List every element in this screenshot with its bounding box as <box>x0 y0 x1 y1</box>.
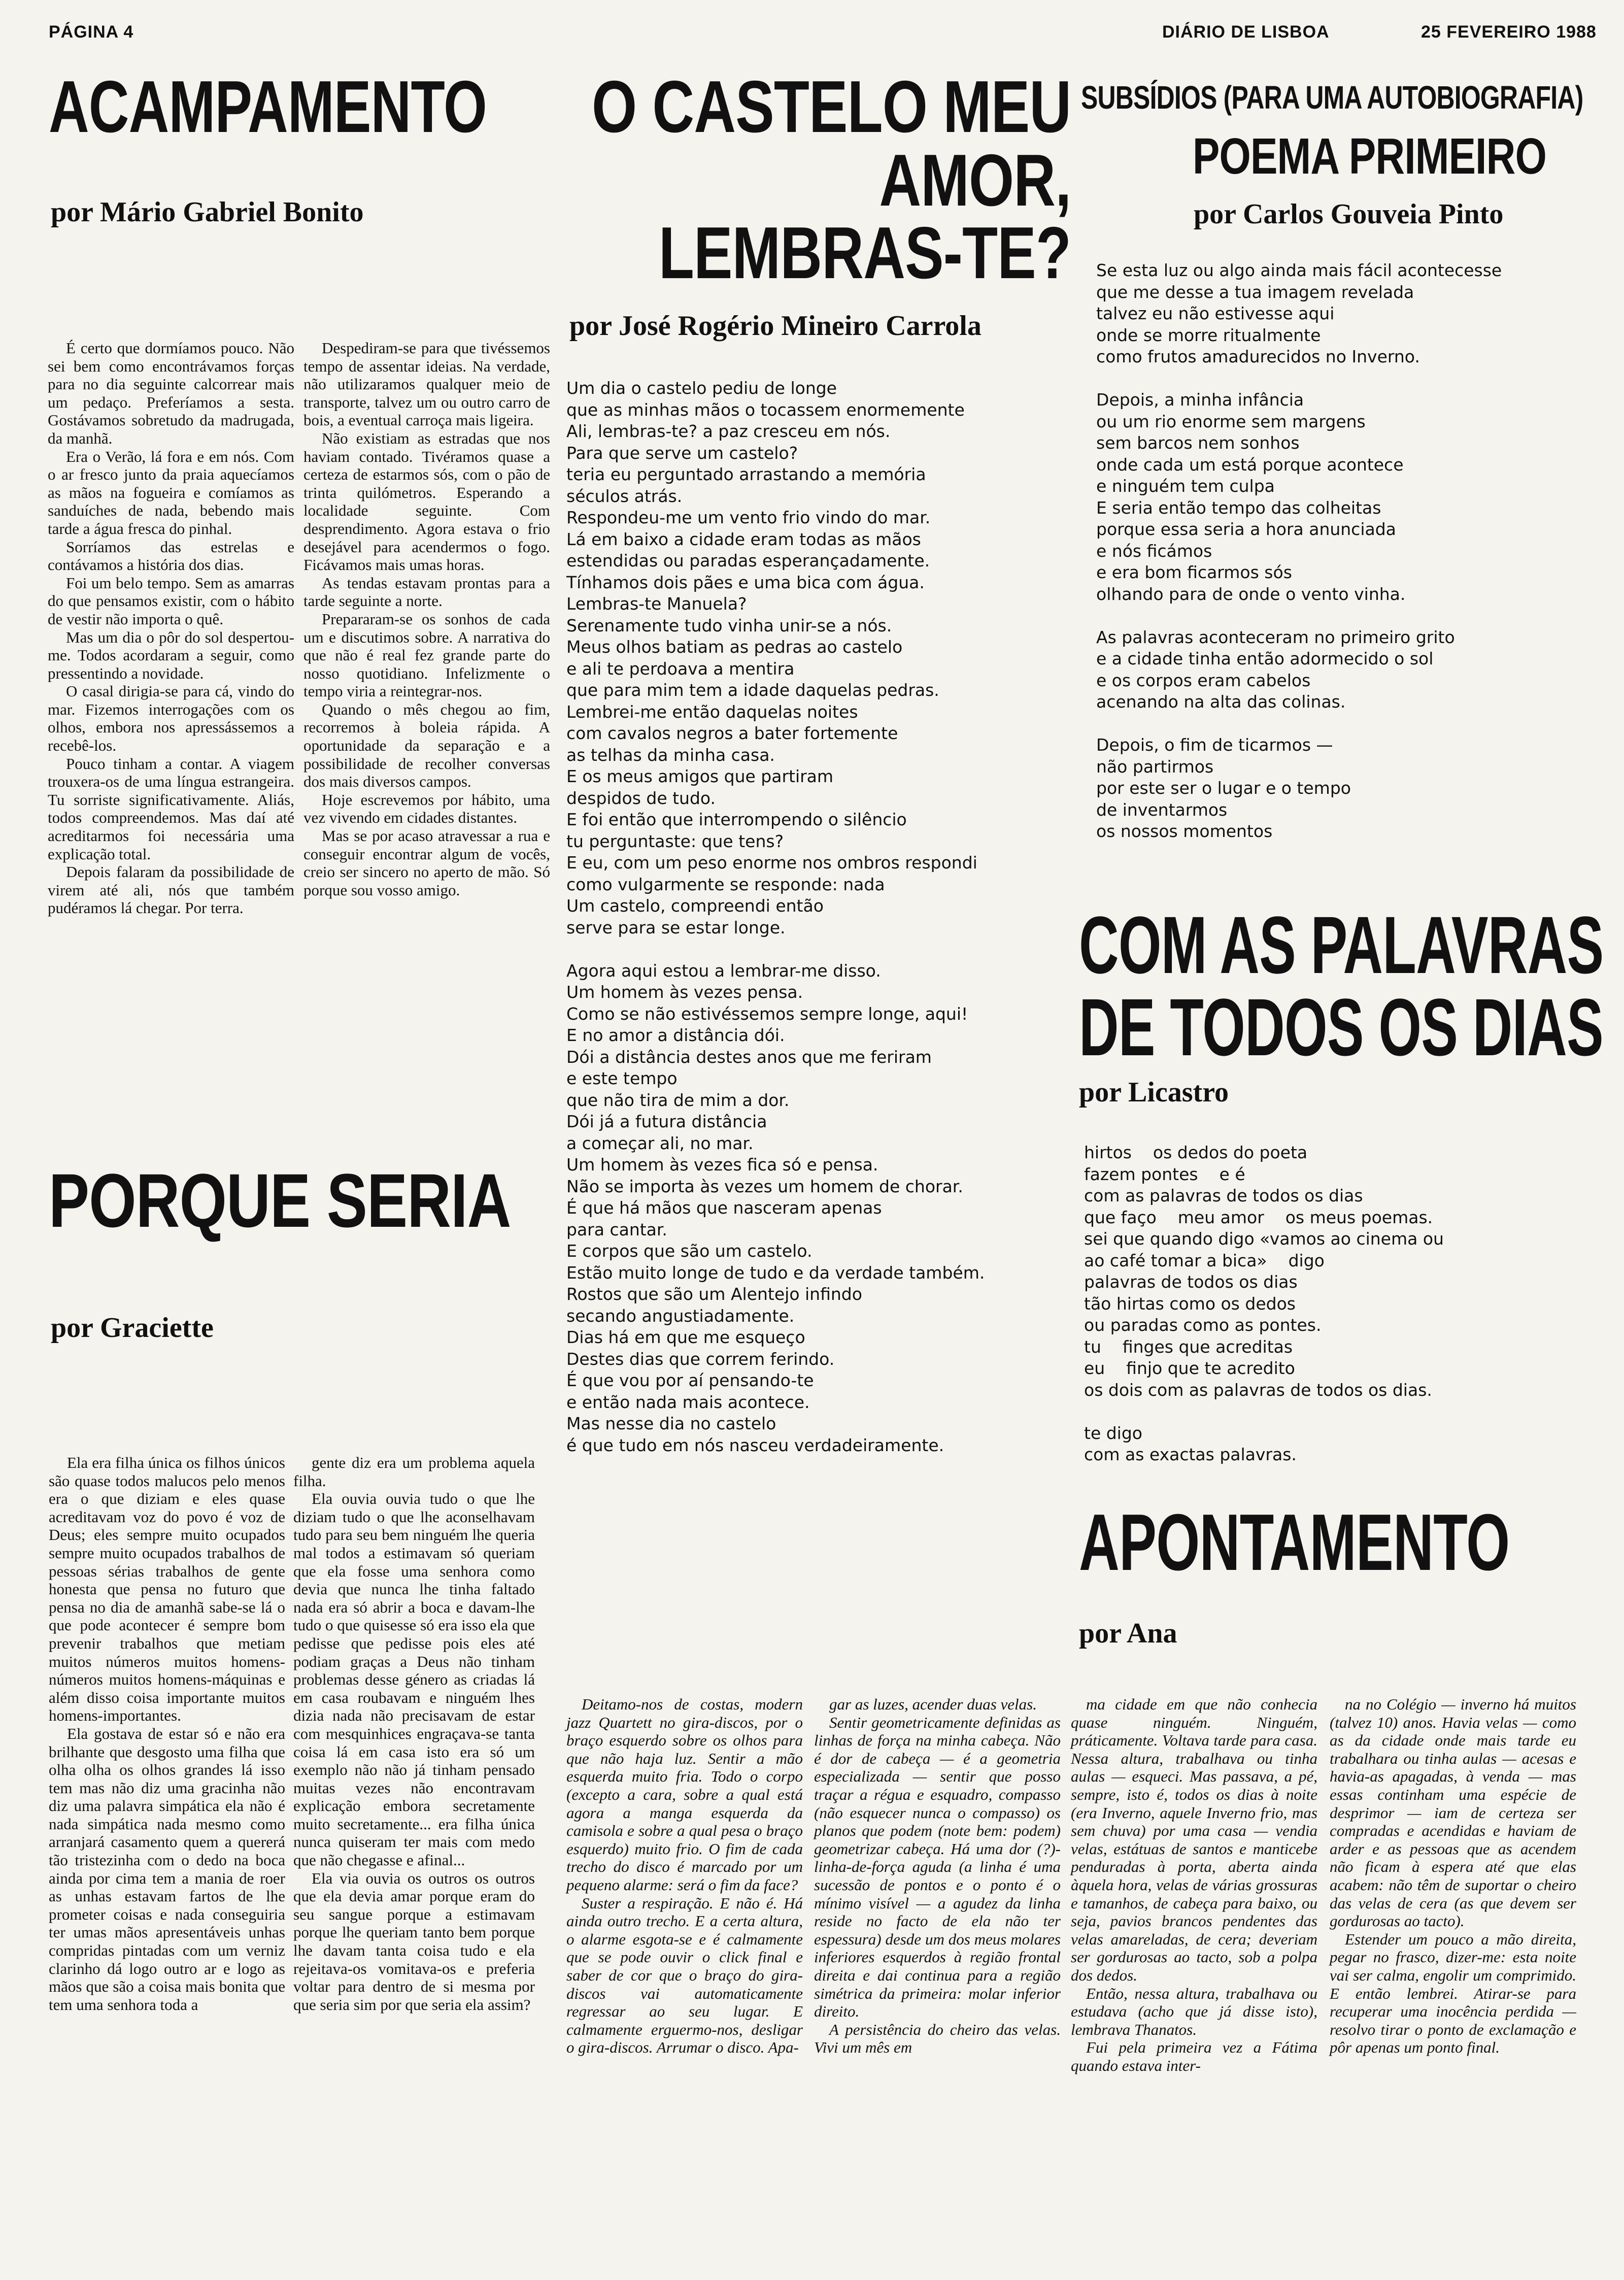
poem-line: Mas nesse dia no castelo <box>566 1414 776 1433</box>
poem-line: Destes dias que correm ferindo. <box>566 1349 835 1369</box>
paragraph: Sorríamos das estrelas e contávamos a história dos dias. <box>48 538 294 574</box>
castelo-byline: por José Rogério Mineiro Carrola <box>569 310 982 342</box>
poem-line: ou paradas como as pontes. <box>1084 1315 1322 1335</box>
apontamento-column-1 <box>566 1695 803 2057</box>
paragraph: Era o Verão, lá fora e em nós. Com o ar fresco junto da praia aquecíamos as mãos na fogueira e comíamos as sanduíches de nada, bebendo mais tarde a água fresca do pinhal. <box>48 447 294 538</box>
poem-line: E no amor a distância dói. <box>566 1025 785 1045</box>
paragraph: As tendas estavam prontas para a tarde seguinte a norte. <box>303 574 550 610</box>
poem-line: de inventarmos <box>1096 799 1228 820</box>
paragraph: gar as luzes, acender duas velas. <box>829 1695 1037 1713</box>
poema-primeiro-title: POEMA PRIMEIRO <box>1193 128 1547 185</box>
paragraph: Não existiam as estradas que nos haviam contado. Tivéramos quase a certeza de estarmos sós, com o pão de trinta quilómetros. Esperando a localidade seguinte. Com desprendimento. Agora estava o frio desejável para acendermos o fogo. Ficávamos mais umas horas. <box>303 429 550 574</box>
poem-line: tu perguntaste: que tens? <box>566 831 784 851</box>
porque-seria-column-2 <box>293 1454 535 2014</box>
poem-line: Lembrei-me então daquelas noites <box>566 701 858 722</box>
poem-line: as telhas da minha casa. <box>566 745 775 765</box>
poem-line: Não se importa às vezes um homem de chorar. <box>566 1176 963 1196</box>
acampamento-byline: por Mário Gabriel Bonito <box>51 196 364 228</box>
poem-line: que para mim tem a idade daquelas pedras. <box>566 680 939 700</box>
poem-line: Um homem às vezes pensa. <box>566 982 803 1002</box>
poem-line: ou um rio enorme sem margens <box>1096 411 1366 431</box>
poem-line: E os meus amigos que partiram <box>566 766 834 786</box>
poem-line: Para que serve um castelo? <box>566 443 798 463</box>
poem-line: te digo <box>1084 1423 1142 1443</box>
paragraph: Despediram-se para que tivéssemos tempo de assentar ideias. Na verdade, não utilizaramos qualquer meio de transporte, talvez um ou outro carro de bois, a eventual carroça mais ligeira. <box>303 339 550 429</box>
paragraph: A persistência do cheiro das velas. Vivi um mês em <box>814 2020 1061 2057</box>
poem-line: porque essa seria a hora anunciada <box>1096 519 1396 539</box>
poem-line: sei que quando digo «vamos ao cinema ou <box>1084 1229 1444 1249</box>
palavras-title-line: COM AS PALAVRAS <box>1079 899 1604 990</box>
palavras-byline: por Licastro <box>1079 1077 1229 1108</box>
paragraph: Quando o mês chegou ao fim, recorremos à boleia rápida. A oportunidade da separação e a possibilidade de recolher conversas dos mais diversos campos. <box>303 700 550 791</box>
acampamento-title: ACAMPAMENTO <box>49 65 487 148</box>
paragraph: na no Colégio — inverno há muitos (talvez 10) anos. Havia velas — como as da cidade onde mais tarde eu trabalhara ou tinha aulas — acesas e havia-as apagadas, à venda — mas essas continham uma espécie de desprimor — iam de certeza ser compradas e acendidas e haviam de arder e as pessoas que as acendem não ficam à espera até que elas acabem: não têm de suportar o cheiro das velas de cera (as que devem ser gordurosas ao tacto). <box>1330 1695 1576 1930</box>
poem-line: e então nada mais acontece. <box>566 1392 810 1412</box>
poem-line: não partirmos <box>1096 756 1214 777</box>
poem-line <box>566 938 1074 960</box>
paragraph: É certo que dormíamos pouco. Não sei bem como encontrávamos forças para no dia seguinte calcorrear mais um pedaço. Preferíamos a sesta. Gostávamos sobretudo da madrugada, da manhã. <box>48 339 294 447</box>
apontamento-column-4 <box>1330 1695 1576 2057</box>
poem-line: hirtos os dedos do poeta <box>1084 1143 1308 1162</box>
apontamento-byline: por Ana <box>1079 1618 1177 1649</box>
paragraph: Mas um dia o pôr do sol despertou-me. Todos acordaram a seguir, como pressentindo a novidade. <box>48 628 294 682</box>
poem-line: eu finjo que te acredito <box>1084 1358 1295 1378</box>
poem-line: serve para se estar longe. <box>566 917 786 937</box>
poem-line: com as palavras de todos os dias <box>1084 1186 1363 1205</box>
paragraph: Pouco tinham a contar. A viagem trouxera-os de uma língua estrangeira. Tu sorriste significativamente. Aliás, todos compreendemos. Mas daí até acreditarmos foi necessária uma explicação total. <box>48 754 294 863</box>
poem-line: E foi então que interrompendo o silêncio <box>566 810 907 829</box>
poem-line: E seria então tempo das colheitas <box>1096 497 1381 518</box>
poem-line: onde cada um está porque acontece <box>1096 454 1404 475</box>
poem-line: acenando na alta das colinas. <box>1096 692 1346 712</box>
poem-line <box>1084 1401 1592 1423</box>
poem-line: como frutos amadurecidos no Inverno. <box>1096 347 1420 366</box>
poem-line: Estão muito longe de tudo e da verdade também. <box>566 1262 985 1283</box>
paragraph: Ela gostava de estar só e não era brilhante que desgosto uma filha que olha olha os olhos grandes lá isso tem mas não diz uma gracinha não diz uma palavra simpática ela não é nada simpática nada mesmo como arranjará casamento quem a quererá tão tristezinha com o dedo na boca ainda por cima tem a mania de roer as unhas estavam fartos de lhe prometer coisas e nada conseguiria ter umas mãos apresentáveis unhas compridas pintadas com um verniz clarinho dá logo outro ar e logo as mãos que são a coisa mais bonita que tem uma senhora toda a <box>49 1724 285 2014</box>
apontamento-column-3 <box>1071 1695 1317 2074</box>
poem-line: Lá em baixo a cidade eram todas as mãos <box>566 529 921 549</box>
palavras-poem <box>1084 1142 1592 1466</box>
poem-line: que as minhas mãos o tocassem enormemente <box>566 399 965 420</box>
poem-line: com cavalos negros a bater fortemente <box>566 723 898 743</box>
castelo-title-line: O CASTELO MEU <box>591 65 1071 148</box>
paragraph: O casal dirigia-se para cá, vindo do mar. Fizemos interrogações com os olhos, embora nos apressássemos a recebê-los. <box>48 682 294 755</box>
poem-line: Dói já a futura distância <box>566 1112 767 1131</box>
apontamento-column-2 <box>814 1695 1061 2057</box>
paragraph: gente diz era um problema aquela filha. <box>293 1454 535 1490</box>
poem-line: Ali, lembras-te? a paz cresceu em nós. <box>566 421 891 441</box>
poem-line: é que tudo em nós nasceu verdadeiramente. <box>566 1435 944 1455</box>
poem-line: Rostos que são um Alentejo infindo <box>566 1284 862 1304</box>
poem-line: Tínhamos dois pães e uma bica com água. <box>566 572 925 592</box>
paragraph: Sentir geometricamente definidas as linhas de força na minha cabeça. Não é dor de cabeça — é a geometria especializada — sentir que posso traçar a régua e esquadro, compasso (não esquecer nunca o compasso) os planos que podem (note bem: podem) geometrizar cabeça. Há uma dor (?)-linha-de-força aguda (a linha é uma sucessão de pontos e o ponto é o mínimo visível — a agudez da linha reside no facto de ela não ter espessura) desde um dos meus molares inferiores esquerdos à região frontal direita e dai continua para a região simétrica da primeira: molar inferior direito. <box>814 1713 1061 2021</box>
paragraph: Estender um pouco a mão direita, pegar no frasco, dizer-me: esta noite vai ser calma, engolir um comprimido. E então lembrei. Atirar-se para recuperar uma inocência perdida — resolvo tirar o ponto de exclamação e pôr apenas um ponto final. <box>1330 1930 1576 2057</box>
paragraph: Ela ouvia ouvia tudo o que lhe diziam tudo o que lhe aconselhavam tudo para seu bem ninguém lhe queria mal todos a estimavam só queriam que ela fosse uma senhora como devia que nunca lhe tinha faltado nada era só abrir a boca e davam-lhe tudo o que quisesse só era isso ela que pedisse que pedisse pois eles até podiam graças a Deus não tinham problemas desse género as criadas lá em casa roubavam e ninguém lhes dizia nada não precisavam de estar com mesquinhices engraçava-se tanta coisa lá em casa isto era só um exemplo não não já tinham pensado muitas vezes não encontravam explicação embora secretamente muito secretamente... era filha única nunca quiseram ter mais com medo que não chegasse e afinal... <box>293 1490 535 1869</box>
paragraph: Mas se por acaso atravessar a rua e conseguir encontrar algum de vocês, creio ser sincero no aperto de mão. Só porque sou vosso amigo. <box>303 827 550 899</box>
poem-line: Dói a distância destes anos que me feriram <box>566 1047 932 1067</box>
poem-line: E corpos que são um castelo. <box>566 1241 813 1261</box>
poem-line: e ali te perdoava a mentira <box>566 658 795 679</box>
subsidios-byline: por Carlos Gouveia Pinto <box>1194 198 1504 230</box>
poem-line: os nossos momentos <box>1096 821 1273 841</box>
poem-line: como vulgarmente se responde: nada <box>566 874 885 894</box>
castelo-title <box>558 65 1071 294</box>
poem-line: Depois, a minha infância <box>1096 390 1304 410</box>
newspaper-name: DIÁRIO DE LISBOA <box>1162 22 1330 42</box>
poem-line: olhando para de onde o vento vinha. <box>1096 584 1406 604</box>
paragraph: Ela via ouvia os outros os outros que ela devia amar porque eram do seu sangue porque a estimavam porque lhe queriam tanto bem porque lhe davam tanta coisa tudo e ela rejeitava-os vomitava-os e preferia voltar para dentro de si mesma por que seria sim por que seria ela assim? <box>293 1869 535 2014</box>
poem-line: para cantar. <box>566 1219 667 1239</box>
poem-line: palavras de todos os dias <box>1084 1272 1298 1292</box>
apontamento-title: APONTAMENTO <box>1079 1498 1510 1587</box>
porque-seria-title: PORQUE SERIA <box>49 1158 511 1243</box>
poem-line: que me desse a tua imagem revelada <box>1096 282 1414 302</box>
poem-line: As palavras aconteceram no primeiro grito <box>1096 627 1455 647</box>
porque-seria-byline: por Graciette <box>51 1312 214 1344</box>
castelo-title-line: LEMBRAS-TE? <box>658 212 1071 294</box>
poem-line: por este ser o lugar e o tempo <box>1096 778 1351 798</box>
poem-line: Respondeu-me um vento frio vindo do mar. <box>566 508 931 527</box>
poem-line: sem barcos nem sonhos <box>1096 433 1300 453</box>
poem-line: tu finges que acreditas <box>1084 1336 1293 1357</box>
paragraph: Fui pela primeira vez a Fátima quando estava inter- <box>1071 2038 1317 2074</box>
poem-line: tão hirtas como os dedos <box>1084 1293 1296 1314</box>
poem-line: Um castelo, compreendi então <box>566 896 824 916</box>
poem-line <box>1096 605 1604 627</box>
poem-line: Agora aqui estou a lembrar-me disso. <box>566 960 881 981</box>
paragraph: Então, nessa altura, trabalhava ou estudava (acho que já disse isto), lembrava Thanatos. <box>1071 1984 1317 2038</box>
poem-line: e nós ficámos <box>1096 541 1212 561</box>
poem-line: e este tempo <box>566 1068 678 1088</box>
porque-seria-column-1 <box>49 1454 285 2014</box>
poem-line: fazem pontes e é <box>1084 1164 1245 1184</box>
acampamento-column-2 <box>303 339 550 899</box>
poem-line: Como se não estivéssemos sempre longe, aqui! <box>566 1003 968 1024</box>
poem-line <box>1096 368 1604 390</box>
paragraph: Deitamo-nos de costas, modern jazz Quartett no gira-discos, por o braço esquerdo sobre os olhos para que não haja luz. Sentir a mão esquerda muito fria. Todo o corpo (excepto a cara, sobre a qual está agora a manga esquerda da camisola e sobre a qual pesa o braço esquerdo) muito frio. O fim de cada trecho do disco é marcado por um pequeno alarme: será o fim da face? <box>566 1695 803 1894</box>
poem-line: com as exactas palavras. <box>1084 1445 1297 1464</box>
poem-line: Meus olhos batiam as pedras ao castelo <box>566 637 903 657</box>
poem-line: Depois, o fim de ticarmos — <box>1096 735 1333 755</box>
poem-line: estendidas ou paradas esperançadamente. <box>566 551 930 571</box>
acampamento-column-1 <box>48 339 294 917</box>
paragraph: Prepararam-se os sonhos de cada um e discutimos sobre. A narrativa do que não é real fez grande parte do nosso quotidiano. Infelizmente o tempo viria a reintegrar-nos. <box>303 610 550 700</box>
paragraph: Suster a respiração. E não é. Há ainda outro trecho. E a certa altura, o alarme esgota-se e é calmamente que se pode ouvir o click final e saber de cor que o braço do gira-discos vai automaticamente regressar ao seu lugar. E calmamente erguermo-nos, desligar o gira-discos. Arrumar o disco. Apa- <box>566 1894 803 2057</box>
poem-line: a começar ali, no mar. <box>566 1133 754 1153</box>
poem-line: onde se morre ritualmente <box>1096 325 1321 345</box>
poem-line: talvez eu não estivesse aqui <box>1096 304 1335 323</box>
poem-line: Se esta luz ou algo ainda mais fácil acontecesse <box>1096 260 1502 280</box>
castelo-poem <box>566 378 1074 1456</box>
castelo-title-line: AMOR, <box>879 139 1071 221</box>
page-number: PÁGINA 4 <box>49 22 134 42</box>
poem-line: É que há mãos que nasceram apenas <box>566 1198 882 1218</box>
poem-line: que faço meu amor os meus poemas. <box>1084 1207 1433 1227</box>
poem-line: e era bom ficarmos sós <box>1096 562 1292 582</box>
poema-primeiro-poem <box>1096 260 1604 843</box>
poem-line: Um homem às vezes fica só e pensa. <box>566 1155 878 1175</box>
poem-line: É que vou por aí pensando-te <box>566 1370 814 1390</box>
poem-line: Serenamente tudo vinha unir-se a nós. <box>566 615 892 635</box>
poem-line: e os corpos eram cabelos <box>1096 670 1311 690</box>
paragraph: Foi um belo tempo. Sem as amarras do que pensamos existir, com o hábito de vestir não importa o quê. <box>48 574 294 628</box>
poem-line: Um dia o castelo pediu de longe <box>566 378 837 398</box>
poem-line: séculos atrás. <box>566 486 683 506</box>
palavras-title-line: DE TODOS OS DIAS <box>1079 982 1603 1072</box>
poem-line: Dias há em que me esqueço <box>566 1327 805 1347</box>
poem-line: e ninguém tem culpa <box>1096 476 1275 496</box>
poem-line: que não tira de mim a dor. <box>566 1090 790 1110</box>
poem-line: ao café tomar a bica» digo <box>1084 1250 1325 1270</box>
poem-line <box>1096 713 1604 735</box>
poem-line: os dois com as palavras de todos os dias. <box>1084 1380 1432 1400</box>
subsidios-kicker: SUBSÍDIOS (PARA UMA AUTOBIOGRAFIA) <box>1081 79 1583 116</box>
paragraph: ma cidade em que não conhecia quase ninguém. Ninguém, práticamente. Voltava tarde para casa. Nessa altura, trabalhava ou tinha aulas — esqueci. Mas passava, a pé, sempre, isto é, todos os dias à noite (era Inverno, aquele Inverno frio, mas sem chuva) por uma casa — vendia velas, estátuas de santos e manticebe penduradas à porta, aberta ainda àquela hora, velas de várias grossuras e tamanhos, de cabeça para baixo, ou seja, pavios brancos pendentes das velas amareladas, de cera; deveriam ser gordurosas ao tacto, sob a polpa dos dedos. <box>1071 1695 1317 1984</box>
paragraph: Ela era filha única os filhos únicos são quase todos malucos pelo menos era o que diziam e eles quase acreditavam voz do povo é voz de Deus; eles sempre muito ocupados sempre muito ocupados trabalhos de pessoas sérias trabalhos de gente honesta que pensa no futuro que pensa no dia de amanhã sabe-se lá o que pode acontecer é sempre bom prevenir trabalhos que metiam muitos números muitos homens-números muitos homens-máquinas e além disso coisa importante muitos homens-importantes. <box>49 1454 285 1725</box>
paragraph: Depois falaram da possibilidade de virem até ali, nós que também pudéramos lá chegar. Por terra. <box>48 863 294 917</box>
issue-date: 25 FEVEREIRO 1988 <box>1421 22 1597 42</box>
poem-line: teria eu perguntado arrastando a memória <box>566 464 926 484</box>
poem-line: e a cidade tinha então adormecido o sol <box>1096 649 1434 668</box>
poem-line: Lembras-te Manuela? <box>566 594 747 614</box>
poem-line: E eu, com um peso enorme nos ombros respondi <box>566 853 977 873</box>
paragraph: Hoje escrevemos por hábito, uma vez vivendo em cidades distantes. <box>303 790 550 827</box>
poem-line: despidos de tudo. <box>566 788 716 808</box>
poem-line: secando angustiadamente. <box>566 1305 795 1326</box>
